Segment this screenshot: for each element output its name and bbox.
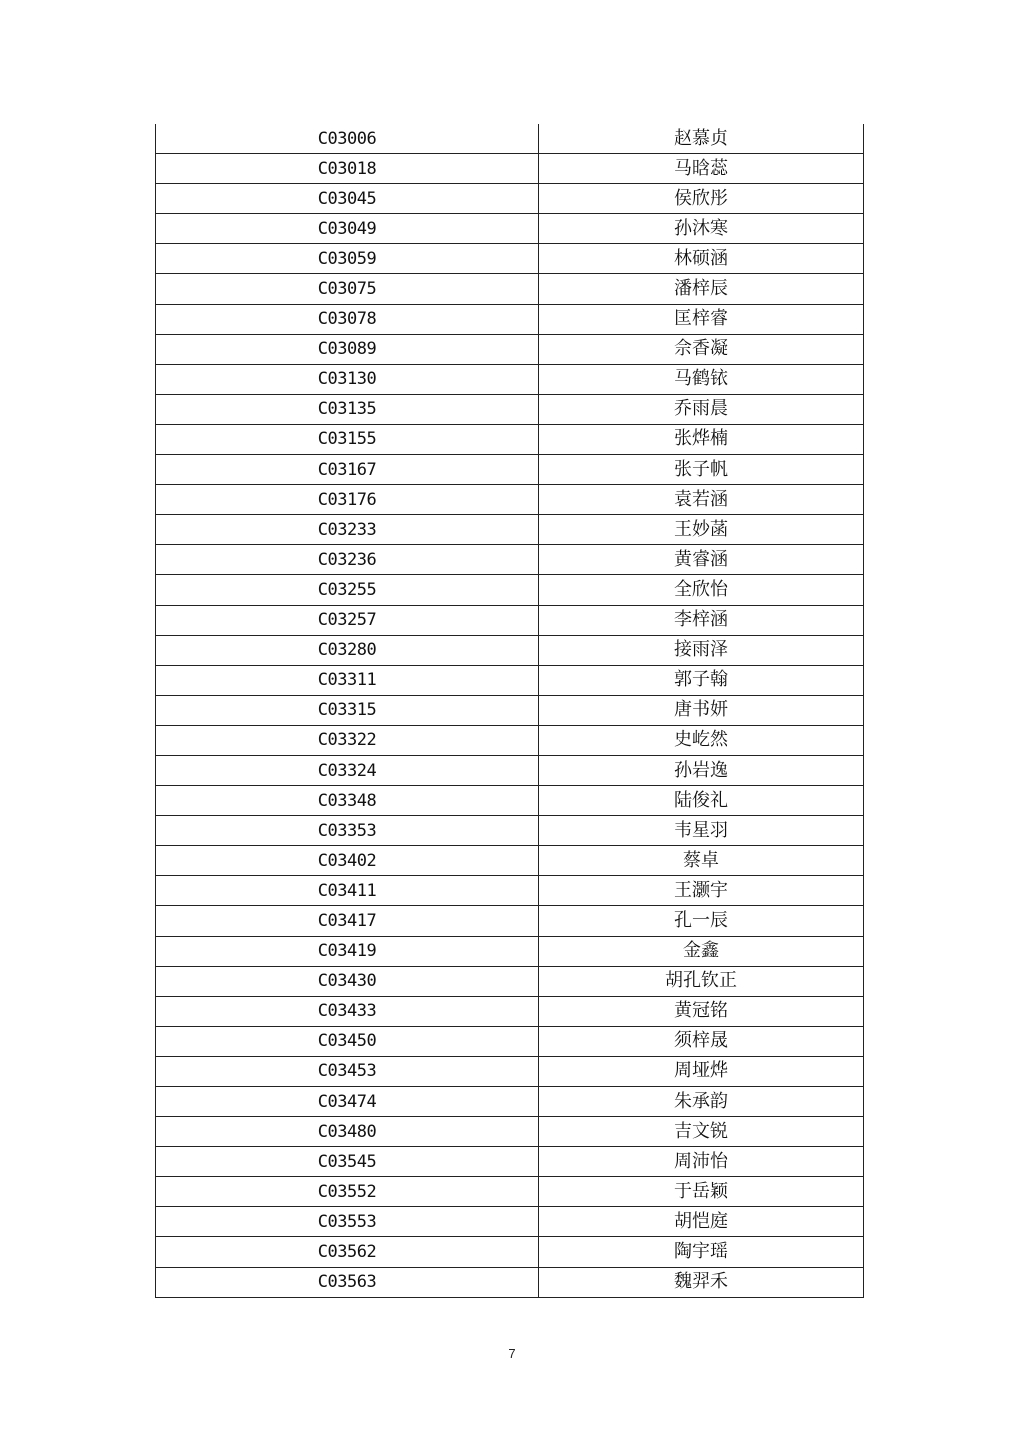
candidate-name-cell: 李梓涵 [539, 605, 864, 635]
candidate-id-cell: C03059 [156, 244, 539, 274]
table-row [156, 725, 864, 755]
table-row [156, 244, 864, 274]
candidate-name-cell: 吉文锐 [539, 1117, 864, 1147]
table-row [156, 1267, 864, 1297]
table-row [156, 1237, 864, 1267]
candidate-id-cell: C03433 [156, 996, 539, 1026]
table-row [156, 605, 864, 635]
candidate-name-cell: 魏羿禾 [539, 1267, 864, 1297]
candidate-id-cell: C03430 [156, 966, 539, 996]
candidate-name-cell: 马鹤铱 [539, 364, 864, 394]
table-row [156, 575, 864, 605]
candidate-name-cell: 接雨泽 [539, 635, 864, 665]
candidate-id-cell: C03018 [156, 154, 539, 184]
candidate-id-cell: C03563 [156, 1267, 539, 1297]
table-row [156, 1087, 864, 1117]
candidate-name-cell: 潘梓辰 [539, 274, 864, 304]
candidate-name-cell: 赵慕贞 [539, 124, 864, 154]
candidate-id-cell: C03402 [156, 846, 539, 876]
candidate-name-cell: 孙沐寒 [539, 214, 864, 244]
candidate-id-cell: C03311 [156, 665, 539, 695]
table-row [156, 936, 864, 966]
candidate-id-cell: C03049 [156, 214, 539, 244]
candidate-name-cell: 乔雨晨 [539, 394, 864, 424]
candidate-id-cell: C03474 [156, 1087, 539, 1117]
candidate-id-cell: C03045 [156, 184, 539, 214]
candidate-name-cell: 韦星羽 [539, 816, 864, 846]
candidate-name-cell: 史屹然 [539, 725, 864, 755]
candidate-id-cell: C03419 [156, 936, 539, 966]
roster-table-body [156, 124, 864, 1297]
table-row [156, 214, 864, 244]
candidate-name-cell: 朱承韵 [539, 1087, 864, 1117]
table-row [156, 966, 864, 996]
candidate-id-cell: C03353 [156, 816, 539, 846]
page-number: 7 [508, 1346, 516, 1361]
candidate-name-cell: 张烨楠 [539, 424, 864, 454]
candidate-id-cell: C03280 [156, 635, 539, 665]
candidate-name-cell: 王灏宇 [539, 876, 864, 906]
table-row [156, 124, 864, 154]
candidate-name-cell: 金鑫 [539, 936, 864, 966]
candidate-id-cell: C03315 [156, 695, 539, 725]
candidate-name-cell: 张子帆 [539, 455, 864, 485]
candidate-name-cell: 陶宇瑶 [539, 1237, 864, 1267]
candidate-id-cell: C03453 [156, 1056, 539, 1086]
candidate-name-cell: 陆俊礼 [539, 786, 864, 816]
table-row [156, 906, 864, 936]
candidate-id-cell: C03257 [156, 605, 539, 635]
candidate-id-cell: C03130 [156, 364, 539, 394]
roster-table [155, 124, 864, 1298]
table-row [156, 154, 864, 184]
table-row [156, 545, 864, 575]
candidate-name-cell: 林硕涵 [539, 244, 864, 274]
table-row [156, 665, 864, 695]
candidate-name-cell: 唐书妍 [539, 695, 864, 725]
table-row [156, 334, 864, 364]
table-row [156, 515, 864, 545]
candidate-name-cell: 胡孔钦正 [539, 966, 864, 996]
candidate-name-cell: 黄冠铭 [539, 996, 864, 1026]
candidate-name-cell: 孙岩逸 [539, 755, 864, 785]
table-row [156, 846, 864, 876]
candidate-id-cell: C03552 [156, 1177, 539, 1207]
candidate-name-cell: 蔡卓 [539, 846, 864, 876]
table-row [156, 424, 864, 454]
candidate-name-cell: 胡恺庭 [539, 1207, 864, 1237]
candidate-name-cell: 马晗蕊 [539, 154, 864, 184]
candidate-id-cell: C03233 [156, 515, 539, 545]
table-row [156, 1056, 864, 1086]
candidate-name-cell: 王妙菡 [539, 515, 864, 545]
candidate-name-cell: 周垭烨 [539, 1056, 864, 1086]
table-row [156, 1147, 864, 1177]
candidate-name-cell: 全欣怡 [539, 575, 864, 605]
candidate-name-cell: 佘香凝 [539, 334, 864, 364]
table-row [156, 184, 864, 214]
table-row [156, 455, 864, 485]
table-row [156, 364, 864, 394]
table-row [156, 304, 864, 334]
table-row [156, 1117, 864, 1147]
candidate-id-cell: C03236 [156, 545, 539, 575]
candidate-name-cell: 侯欣彤 [539, 184, 864, 214]
table-row [156, 876, 864, 906]
candidate-id-cell: C03078 [156, 304, 539, 334]
table-row [156, 394, 864, 424]
candidate-name-cell: 郭子翰 [539, 665, 864, 695]
candidate-id-cell: C03006 [156, 124, 539, 154]
candidate-id-cell: C03155 [156, 424, 539, 454]
candidate-id-cell: C03167 [156, 455, 539, 485]
candidate-id-cell: C03176 [156, 485, 539, 515]
table-row [156, 1026, 864, 1056]
candidate-id-cell: C03255 [156, 575, 539, 605]
candidate-name-cell: 于岳颖 [539, 1177, 864, 1207]
candidate-id-cell: C03089 [156, 334, 539, 364]
candidate-id-cell: C03417 [156, 906, 539, 936]
candidate-id-cell: C03480 [156, 1117, 539, 1147]
candidate-id-cell: C03322 [156, 725, 539, 755]
candidate-name-cell: 袁若涵 [539, 485, 864, 515]
table-row [156, 1177, 864, 1207]
candidate-id-cell: C03545 [156, 1147, 539, 1177]
candidate-name-cell: 黄睿涵 [539, 545, 864, 575]
candidate-name-cell: 孔一辰 [539, 906, 864, 936]
table-row [156, 274, 864, 304]
table-row [156, 695, 864, 725]
candidate-id-cell: C03450 [156, 1026, 539, 1056]
candidate-id-cell: C03324 [156, 755, 539, 785]
table-row [156, 755, 864, 785]
table-row [156, 1207, 864, 1237]
table-row [156, 996, 864, 1026]
candidate-name-cell: 匡梓睿 [539, 304, 864, 334]
candidate-id-cell: C03553 [156, 1207, 539, 1237]
table-row [156, 485, 864, 515]
table-row [156, 786, 864, 816]
table-row [156, 635, 864, 665]
table-row [156, 816, 864, 846]
candidate-id-cell: C03348 [156, 786, 539, 816]
candidate-id-cell: C03411 [156, 876, 539, 906]
candidate-name-cell: 须梓晟 [539, 1026, 864, 1056]
candidate-id-cell: C03075 [156, 274, 539, 304]
candidate-id-cell: C03135 [156, 394, 539, 424]
candidate-id-cell: C03562 [156, 1237, 539, 1267]
candidate-name-cell: 周沛怡 [539, 1147, 864, 1177]
